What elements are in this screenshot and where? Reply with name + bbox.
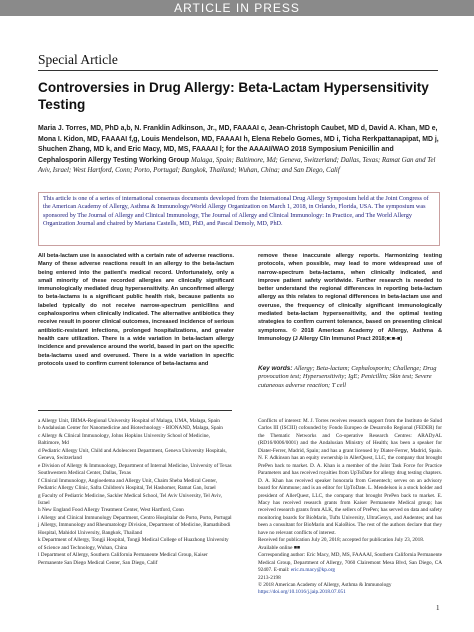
page-number: 1 <box>436 604 440 612</box>
conflicts-of-interest: Conflicts of interest: M. J. Torres receives research support from the Instituto de Salud Carlos III (ISCIII) cofounded by Fondo Europeo de Desarrollo Regional (FEDER) for the Thematic Networks and Co-operative Research Centres: ARADyAL (RD16/0006/0001) and the Andalusian Ministry of Health; has been a speaker for Diater-Ferrer, Madrid, Spain; and has a grant licensed by Diater-Ferrer, Madrid, Spain. N. F. Adkinson has an equity ownership in AllerQuest, LLC, the company that brought PrePen back to market. D. A. Khan is a member of the Joint Task Force for Practice Parameters and has received royalties from UpToDate for allergy drug testing chapters. D. A. Khan has received speaker honoraria from Genentech; serves on an advisory board for Aimmune; and is an editor for UpToDate. L. Mendelson is a stock holder and president of AllerQuest, LLC, the company that brought PrePen back to market. E. Macy has received research grants from Kaiser Permanente Medical group; has received research grants from ALK, the sellers of PrePen; has served on data and safety monitoring boards for BioMarin, Tufts University, UltraGenyx, and Audentes; and has been a consultant for BioMarin and KaloBios. The rest of the authors declare that they have no relevant conflicts of interest. <box>258 418 442 536</box>
affiliation-item: d Pediatric Allergy Unit, Child and Adolescent Department, Geneva University Hospitals, Geneva, Switzerland <box>38 447 227 462</box>
affiliations <box>38 418 232 567</box>
symposium-notice-box: This article is one of a series of international consensus documents developed from the International Drug Allergy Symposium held at the Joint Congress of the American Academy of Allergy, Asthma & Immunology/World Allergy Organization on March 1, 2018, in Orlando, Florida, USA. The symposium was sponsored by The Journal of Allergy and Clinical Immunology, The Journal of Allergy and Clinical Immunology: In Practice, and The World Allergy Organization Journal and chaired by Mariana Castells, MD, PhD, and Pascal Demoly, MD, PhD. <box>38 192 440 246</box>
available-online: Available online ■■ <box>258 544 301 551</box>
conflicts-and-correspondence <box>258 418 442 597</box>
affiliation-item: a Allergy Unit, IBIMA-Regional University Hospital of Malaga, UMA, Malaga, Spain <box>38 418 220 424</box>
author-list <box>38 124 440 177</box>
abstract-column-left: All beta-lactam use is associated with a certain rate of adverse reactions. Many of these adverse reactions result in an allergy to the beta-lactam being entered into the patient's medical record. Unfortunately, only a small minority of these recorded allergies are clinically significant immunologically mediated drug hypersensitivity. An unconfirmed allergy to beta-lactams is a significant public health risk, because patients so labeled typically do not receive narrow-spectrum penicillins and cephalosporins when clinically indicated. The alternative antibiotics they receive result in poorer clinical outcomes, increased incidence of serious antibiotic-resistant infections, prolonged hospitalizations, and greater health care utilization. There is a wide variation in beta-lactam allergy incidence and prevalence around the world, based in part on the specific beta-lactams used and overused. There is a wide variation in specific protocols used to confirm current tolerance of beta-lactams and <box>38 253 234 367</box>
abstract-column-right: remove these inaccurate allergy reports. Harmonizing testing protocols, when possible, may lead to more widespread use of narrow-spectrum beta-lactams, when clinically indicated, and improve patient safety worldwide. Further research is needed to better understand the regional differences in reporting beta-lactam allergy as this relates to regional differences in beta-lactam use and overuse, the frequency of clinically significant immunologically mediated beta-lactam hypersensitivity, and the optimal testing strategies to confirm current tolerance, based on presenting clinical symptoms. © 2018 American Academy of Allergy, Asthma & Immunology (J Allergy Clin Immunol Pract 2018;■:■-■) <box>258 253 442 342</box>
affiliation-item: b Andalusian Center for Nanomedicine and Biotechnology - BIONAND, Malaga, Spain <box>38 425 223 432</box>
affiliation-item: j Allergy, Immunology and Rheumatology Division, Department of Medicine, Ramathibodi Hospital, Mahidol University, Bangkok, Thailand <box>38 522 231 536</box>
email-link[interactable]: eric.m.macy@kp.org <box>290 567 336 574</box>
copyright: © 2018 American Academy of Allergy, Asthma & Immunology <box>258 581 392 588</box>
keywords-label: Key words: <box>258 365 293 372</box>
affiliation-item: h New England Food Allergy Treatment Center, West Hartford, Conn <box>38 507 184 514</box>
article-in-press-banner: ARTICLE IN PRESS <box>0 0 474 16</box>
correspondence <box>258 552 442 574</box>
keywords-list: Allergy; Beta-lactam; Cephalosporin; Challenge; Drug provocation test; Hypersensitivity; IgE; Penicillin; Skin test; Severe cutaneous adverse reaction; T cell <box>258 365 437 389</box>
keywords <box>258 365 442 390</box>
footnote-divider <box>38 410 232 411</box>
affiliation-item: c Allergy & Clinical Immunology, Johns Hopkins University School of Medicine, Baltimore, Md <box>38 432 210 447</box>
affiliation-item: g Faculty of Pediatric Medicine, Sackler Medical School, Tel Aviv University, Tel Aviv, Israel <box>38 492 222 506</box>
affiliation-item: e Division of Allergy & Immunology, Department of Internal Medicine, University of Texas Southwestern Medical Center, Dallas, Texas <box>38 462 232 477</box>
affiliation-item: l Department of Allergy, Southern California Permanente Medical Group, Kaiser Permanente San Diego Medical Center, San Diego, Calif <box>38 552 208 566</box>
section-divider <box>38 70 438 71</box>
issn: 2213-2198 <box>258 574 281 581</box>
author-locations: Malaga, Spain; Baltimore, Md; Geneva, Switzerland; Dallas, Texas; Ramat Gan and Tel Aviv, Israel; West Hartford, Conn; Porto, Portugal; Bangkok, Thailand; Wuhan, China; and San Diego, Calif <box>38 156 436 174</box>
affiliation-item: k Department of Allergy, Tongji Hospital, Tongji Medical College of Huazhong University of Science and Technology, Wuhan, China <box>38 537 229 551</box>
affiliation-item: f Clinical Immunology, Angioedema and Allergy Unit, Chaim Sheba Medical Center, Pediatric Allergy Clinic, Safra Children's Hospital, Tel Hashomer, Ramat Gan, Israel <box>38 477 218 492</box>
affiliation-item: i Allergy and Clinical Immunology Department, Centro Hospitalar do Porto, Porto, Portugal <box>38 514 232 521</box>
author-names: Maria J. Torres, MD, PhD a,b, N. Franklin Adkinson, Jr., MD, FAAAAI c, Jean-Christoph Caubet, MD d, David A. Khan, MD e, Mona I. Kidon, MD, FAAAAI f,g, Louis Mendelson, MD, FAAAAI h, Elena Rebelo Gomes, MD i, Ticha Rerkpattanapipat, MD j, Shuchen Zhang, MD k, and Eric Macy, MD, MS, FAAAAI l; for the AAAAI/WAO 2018 Symposium Penicillin and Cephalosporin Allergy Testing Working Group <box>38 125 439 164</box>
section-label: Special Article <box>38 52 118 67</box>
received-date: Received for publication July 20, 2018; accepted for publication July 23, 2018. <box>258 537 425 544</box>
correspondence-text: Corresponding author: Eric Macy, MD, MS, FAAAAI, Southern California Permanente Medical Group, Department of Allergy, 7060 Clairemont Mesa Blvd, San Diego, CA 92407. E-mail: <box>258 552 443 574</box>
doi-link[interactable]: https://doi.org/10.1016/j.jaip.2018.07.051 <box>258 589 346 596</box>
article-title: Controversies in Drug Allergy: Beta-Lactam Hypersensitivity Testing <box>38 80 429 112</box>
